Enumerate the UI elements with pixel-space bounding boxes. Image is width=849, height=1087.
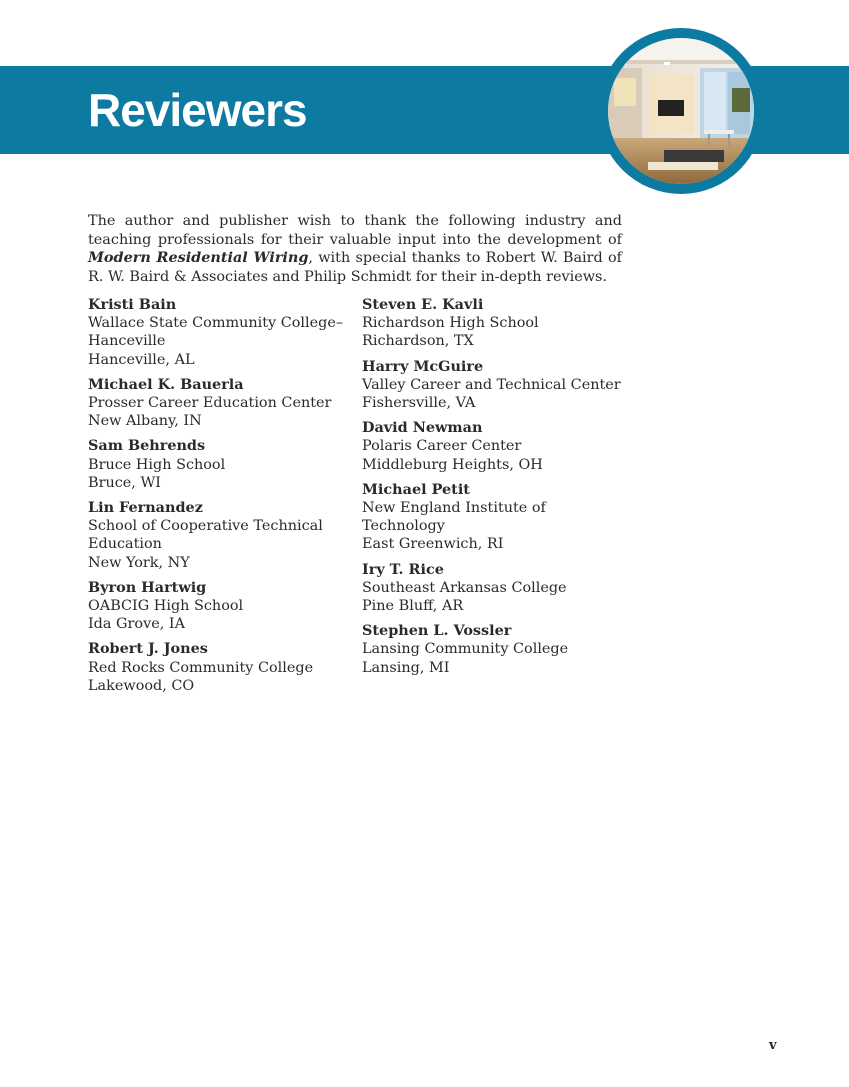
reviewer-entry xyxy=(88,640,350,695)
reviewer-detail-line: Lansing, MI xyxy=(362,659,450,676)
reviewer-detail-line: Richardson High School xyxy=(362,315,539,332)
reviewers-column-right xyxy=(362,296,624,684)
reviewer-entry xyxy=(88,499,350,572)
reviewer-entry xyxy=(362,358,624,413)
reviewer-entry xyxy=(362,622,624,677)
reviewers-column-left xyxy=(88,296,350,702)
page-number: v xyxy=(769,1038,777,1053)
reviewer-detail-line: East Greenwich, RI xyxy=(362,536,504,553)
reviewer-detail-line: Valley Career and Technical Center xyxy=(362,376,621,393)
reviewer-detail-line: Southeast Arkansas College xyxy=(362,579,567,596)
living-room-illustration xyxy=(608,38,754,184)
reviewer-detail-line: Polaris Career Center xyxy=(362,438,522,455)
page-title: Reviewers xyxy=(88,84,307,136)
reviewer-detail-line: Pine Bluff, AR xyxy=(362,598,464,615)
reviewer-detail-line: Bruce High School xyxy=(88,456,226,473)
reviewer-entry xyxy=(362,561,624,616)
intro-text-before: The author and publisher wish to thank the following industry and teaching professionals for their valuable input into the development of xyxy=(88,213,622,248)
reviewer-detail-line: New York, NY xyxy=(88,554,190,571)
reviewer-name: Kristi Bain xyxy=(88,296,177,313)
reviewer-name: Robert J. Jones xyxy=(88,640,208,658)
reviewer-name: Stephen L. Vossler xyxy=(362,622,512,640)
reviewer-detail-line: Red Rocks Community College xyxy=(88,659,314,676)
reviewer-entry xyxy=(362,296,624,351)
reviewer-name: Steven E. Kavli xyxy=(362,296,484,313)
reviewer-detail-line: New Albany, IN xyxy=(88,413,202,430)
reviewer-entry xyxy=(362,419,624,474)
reviewer-detail-line: Education xyxy=(88,536,162,553)
intro-text-after: , with special thanks to Robert W. Baird of R. W. Baird & Associates and Philip Schmidt for their in-depth reviews. xyxy=(88,250,622,285)
reviewer-detail-line: Bruce, WI xyxy=(88,474,161,491)
reviewer-detail-line: Lakewood, CO xyxy=(88,677,195,694)
reviewer-name: David Newman xyxy=(362,419,483,437)
reviewer-name: Michael K. Bauerla xyxy=(88,375,244,393)
reviewer-name: Harry McGuire xyxy=(362,357,484,375)
reviewer-name: Sam Behrends xyxy=(88,437,206,455)
intro-paragraph xyxy=(88,212,622,286)
book-title: Modern Residential Wiring xyxy=(88,249,309,266)
reviewer-name: Byron Hartwig xyxy=(88,578,207,596)
reviewer-detail-line: Wallace State Community College– xyxy=(88,315,344,332)
reviewer-detail-line: Richardson, TX xyxy=(362,333,474,350)
reviewer-detail-line: Hanceville, AL xyxy=(88,351,195,368)
reviewer-entry xyxy=(362,481,624,554)
reviewer-detail-line: Lansing Community College xyxy=(362,641,569,658)
reviewer-detail-line: Fishersville, VA xyxy=(362,395,476,412)
reviewer-detail-line: Hanceville xyxy=(88,333,166,350)
reviewer-entry xyxy=(88,376,350,431)
reviewer-detail-line: School of Cooperative Technical xyxy=(88,518,323,535)
reviewer-entry xyxy=(88,579,350,634)
reviewer-detail-line: Ida Grove, IA xyxy=(88,616,185,633)
reviewer-entry xyxy=(88,437,350,492)
reviewer-name: Iry T. Rice xyxy=(362,560,444,578)
reviewer-name: Michael Petit xyxy=(362,480,470,498)
reviewer-detail-line: New England Institute of Technology xyxy=(362,500,546,535)
reviewer-detail-line: Middleburg Heights, OH xyxy=(362,456,543,473)
reviewer-entry xyxy=(88,296,350,369)
reviewer-name: Lin Fernandez xyxy=(88,499,203,517)
interior-photo xyxy=(598,28,764,194)
reviewer-detail-line: Prosser Career Education Center xyxy=(88,395,332,412)
reviewer-detail-line: OABCIG High School xyxy=(88,598,244,615)
